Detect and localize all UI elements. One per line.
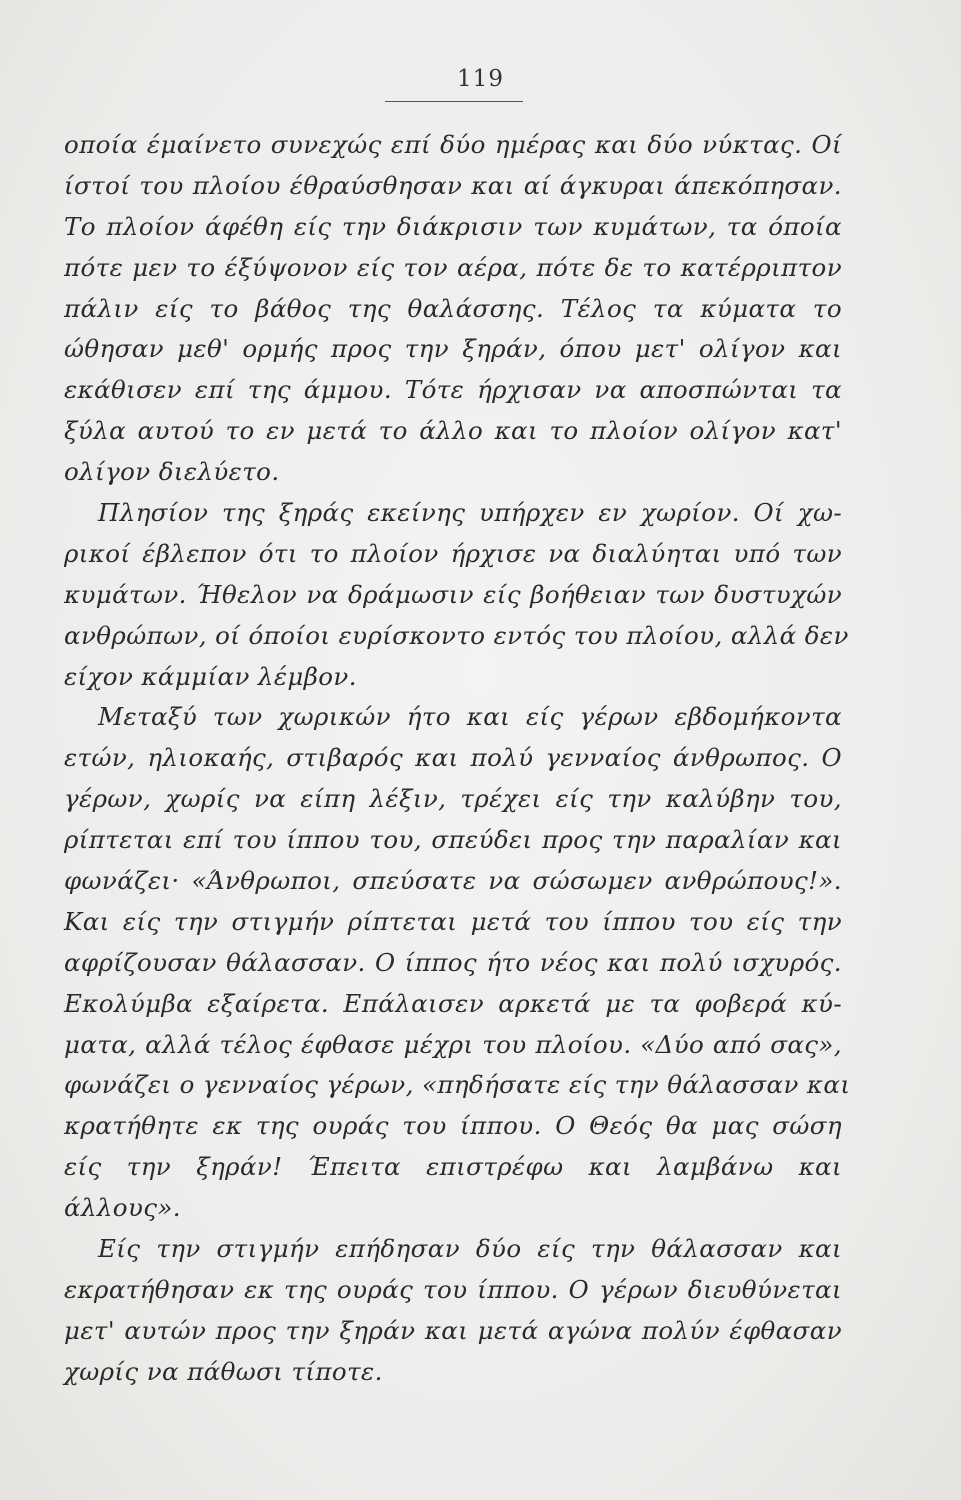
body-text bbox=[64, 125, 851, 1393]
text-line: γέρων, χωρίς να είπη λέξιν, τρέχει είς την καλύβην του, bbox=[64, 784, 842, 814]
text-line: κρατήθητε εκ της ουράς του ίππου. Ο Θεός θα μας σώση bbox=[64, 1111, 842, 1141]
text-line: μετ' αυτών προς την ξηράν και μετά αγώνα πολύν έφθασαν bbox=[64, 1315, 842, 1345]
text-line: ανθρώπων, οί όποίοι ευρίσκοντο εντός του πλοίου, αλλά δεν bbox=[64, 620, 849, 650]
text-line: κυμάτων. Ήθελον να δράμωσιν είς βοήθειαν των δυστυχών bbox=[64, 579, 842, 609]
text-line: ματα, αλλά τέλος έφθασε μέχρι του πλοίου. «Δύο από σας», bbox=[64, 1029, 842, 1059]
text-line: Πλησίον της ξηράς εκείνης υπήρχεν εν χωρίον. Οί χω- bbox=[98, 498, 842, 528]
text-line: ξύλα αυτού το εν μετά το άλλο και το πλοίον ολίγον κατ' bbox=[64, 416, 842, 446]
text-line: είχον κάμμίαν λέμβον. bbox=[64, 661, 357, 691]
text-line: ρικοί έβλεπον ότι το πλοίον ήρχισε να διαλύηται υπό των bbox=[64, 538, 842, 568]
text-line: είς την ξηράν! Έπειτα επιστρέφω και λαμβάνω και bbox=[64, 1152, 842, 1182]
text-line: ίστοί του πλοίου έθραύσθησαν και αί άγκυραι άπεκόπησαν. bbox=[64, 170, 842, 200]
text-line: αφρίζουσαν θάλασσαν. Ο ίππος ήτο νέος και πολύ ισχυρός. bbox=[64, 947, 842, 977]
header-rule bbox=[385, 101, 523, 102]
text-line: εκάθισεν επί της άμμου. Τότε ήρχισαν να αποσπώνται τα bbox=[64, 375, 842, 405]
text-line: ετών, ηλιοκαής, στιβαρός και πολύ γενναίος άνθρωπος. Ο bbox=[64, 743, 842, 773]
text-line: ολίγον διελύετο. bbox=[64, 457, 280, 487]
text-line: Είς την στιγμήν επήδησαν δύο είς την θάλασσαν και bbox=[98, 1234, 842, 1264]
text-line: Το πλοίον άφέθη είς την διάκρισιν των κυμάτων, τα όποία bbox=[64, 211, 842, 241]
text-line: χωρίς να πάθωσι τίποτε. bbox=[64, 1356, 383, 1386]
text-line: Μεταξύ των χωρικών ήτο και είς γέρων εβδομήκοντα bbox=[98, 702, 842, 732]
text-line: εκρατήθησαν εκ της ουράς του ίππου. Ο γέρων διευθύνεται bbox=[64, 1274, 842, 1304]
text-line: πάλιν είς το βάθος της θαλάσσης. Τέλος τα κύματα το bbox=[64, 293, 842, 323]
text-line: άλλους». bbox=[64, 1193, 181, 1223]
text-line: φωνάζει· «Άνθρωποι, σπεύσατε να σώσωμεν ανθρώπους!». bbox=[64, 866, 842, 896]
text-line: Και είς την στιγμήν ρίπτεται μετά του ίππου του είς την bbox=[64, 906, 842, 936]
text-line: φωνάζει ο γενναίος γέρων, «πηδήσατε είς την θάλασσαν και bbox=[64, 1070, 851, 1100]
page-number: 119 bbox=[457, 66, 504, 92]
text-line: ρίπτεται επί του ίππου του, σπεύδει προς την παραλίαν και bbox=[64, 825, 842, 855]
text-line: ώθησαν μεθ' ορμής προς την ξηράν, όπου μετ' ολίγον και bbox=[64, 334, 842, 364]
text-line: οποία έμαίνετο συνεχώς επί δύο ημέρας και δύο νύκτας. Οί bbox=[64, 130, 842, 159]
text-line: Εκολύμβα εξαίρετα. Επάλαισεν αρκετά με τα φοβερά κύ- bbox=[64, 988, 842, 1018]
text-line: πότε μεν το έξύψονον είς τον αέρα, πότε δε το κατέρριπτον bbox=[64, 252, 842, 282]
